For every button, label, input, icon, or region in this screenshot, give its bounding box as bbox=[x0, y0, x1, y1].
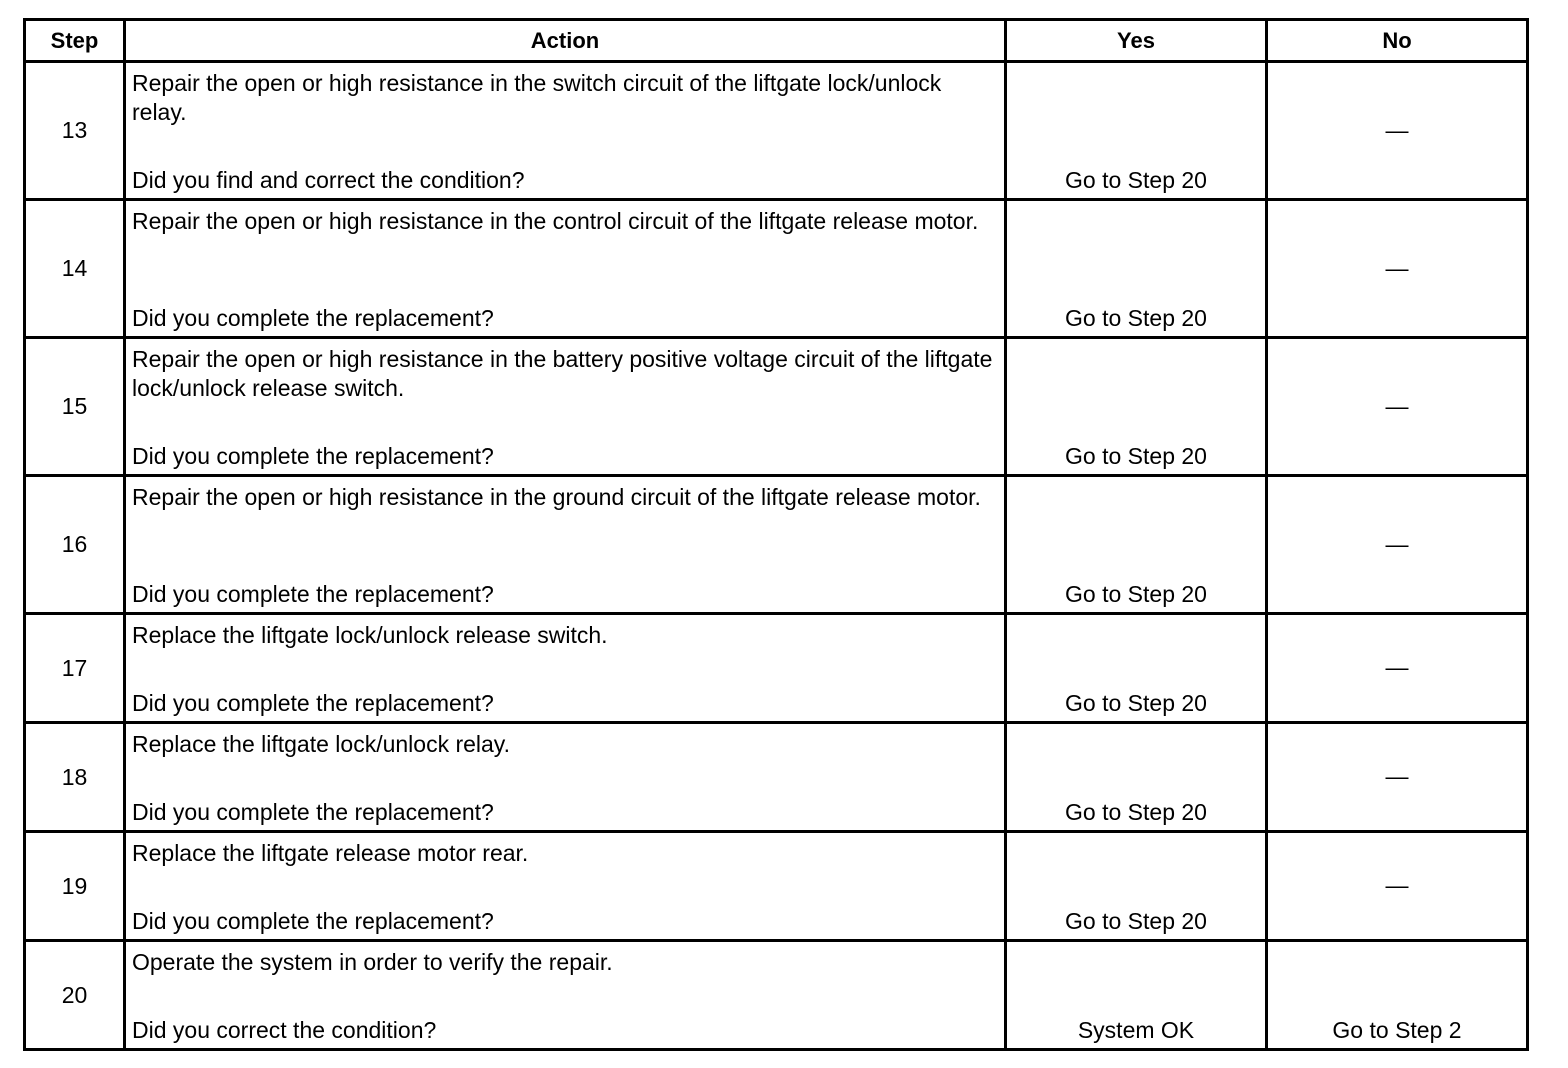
no-cell bbox=[1267, 200, 1528, 338]
action-text: Repair the open or high resistance in the battery positive voltage circuit of the liftgate lock/unlock release switch. bbox=[132, 346, 993, 401]
action-text: Repair the open or high resistance in the switch circuit of the liftgate lock/unlock relay. bbox=[132, 70, 942, 125]
yes-cell bbox=[1006, 476, 1267, 614]
no-result: Go to Step 2 bbox=[1332, 1017, 1462, 1043]
step-number: 14 bbox=[25, 200, 125, 338]
table-row bbox=[25, 723, 1528, 832]
header-no: No bbox=[1267, 20, 1528, 62]
action-text: Replace the liftgate lock/unlock release switch. bbox=[132, 622, 608, 648]
action-question: Did you complete the replacement? bbox=[132, 799, 494, 825]
no-cell bbox=[1267, 941, 1528, 1050]
no-cell bbox=[1267, 62, 1528, 200]
table-row bbox=[25, 62, 1528, 200]
yes-cell bbox=[1006, 832, 1267, 941]
no-cell bbox=[1267, 476, 1528, 614]
action-text: Operate the system in order to verify the repair. bbox=[132, 949, 613, 975]
yes-cell bbox=[1006, 614, 1267, 723]
header-step: Step bbox=[25, 20, 125, 62]
no-cell bbox=[1267, 832, 1528, 941]
action-question: Did you correct the condition? bbox=[132, 1017, 437, 1043]
action-cell bbox=[125, 614, 1006, 723]
step-number: 16 bbox=[25, 476, 125, 614]
no-result: — bbox=[1385, 530, 1409, 557]
no-cell bbox=[1267, 614, 1528, 723]
yes-result: Go to Step 20 bbox=[1065, 581, 1207, 607]
action-question: Did you complete the replacement? bbox=[132, 443, 494, 469]
yes-cell bbox=[1006, 62, 1267, 200]
diagnostic-step-table bbox=[23, 18, 1529, 1051]
step-number: 15 bbox=[25, 338, 125, 476]
step-number: 19 bbox=[25, 832, 125, 941]
action-cell bbox=[125, 200, 1006, 338]
table-row bbox=[25, 832, 1528, 941]
action-question: Did you complete the replacement? bbox=[132, 305, 494, 331]
yes-result: Go to Step 20 bbox=[1065, 690, 1207, 716]
no-result: — bbox=[1385, 653, 1409, 680]
no-cell bbox=[1267, 338, 1528, 476]
action-question: Did you complete the replacement? bbox=[132, 690, 494, 716]
table-row bbox=[25, 476, 1528, 614]
yes-result: Go to Step 20 bbox=[1065, 167, 1207, 193]
action-cell bbox=[125, 941, 1006, 1050]
step-number: 18 bbox=[25, 723, 125, 832]
action-cell bbox=[125, 62, 1006, 200]
no-cell bbox=[1267, 723, 1528, 832]
table-row bbox=[25, 941, 1528, 1050]
no-result: — bbox=[1385, 762, 1409, 789]
header-action: Action bbox=[125, 20, 1006, 62]
step-number: 20 bbox=[25, 941, 125, 1050]
yes-result: Go to Step 20 bbox=[1065, 443, 1207, 469]
action-cell bbox=[125, 832, 1006, 941]
action-text: Replace the liftgate release motor rear. bbox=[132, 840, 529, 866]
yes-result: Go to Step 20 bbox=[1065, 799, 1207, 825]
yes-result: Go to Step 20 bbox=[1065, 305, 1207, 331]
header-yes: Yes bbox=[1006, 20, 1267, 62]
no-result: — bbox=[1385, 392, 1409, 419]
no-result: — bbox=[1385, 254, 1409, 281]
yes-cell bbox=[1006, 200, 1267, 338]
yes-cell bbox=[1006, 723, 1267, 832]
yes-result: System OK bbox=[1077, 1017, 1195, 1043]
action-question: Did you complete the replacement? bbox=[132, 908, 494, 934]
yes-cell bbox=[1006, 941, 1267, 1050]
table-row bbox=[25, 614, 1528, 723]
step-number: 13 bbox=[25, 62, 125, 200]
action-cell bbox=[125, 723, 1006, 832]
action-text: Replace the liftgate lock/unlock relay. bbox=[132, 731, 510, 757]
no-result: — bbox=[1385, 116, 1409, 143]
yes-cell bbox=[1006, 338, 1267, 476]
action-cell bbox=[125, 476, 1006, 614]
step-number: 17 bbox=[25, 614, 125, 723]
no-result: — bbox=[1385, 871, 1409, 898]
action-text: Repair the open or high resistance in the control circuit of the liftgate release motor. bbox=[132, 208, 979, 234]
yes-result: Go to Step 20 bbox=[1065, 908, 1207, 934]
action-question: Did you find and correct the condition? bbox=[132, 167, 525, 193]
action-text: Repair the open or high resistance in the ground circuit of the liftgate release motor. bbox=[132, 484, 981, 510]
table-row bbox=[25, 200, 1528, 338]
header-row bbox=[25, 20, 1528, 62]
table-row bbox=[25, 338, 1528, 476]
action-cell bbox=[125, 338, 1006, 476]
action-question: Did you complete the replacement? bbox=[132, 581, 494, 607]
